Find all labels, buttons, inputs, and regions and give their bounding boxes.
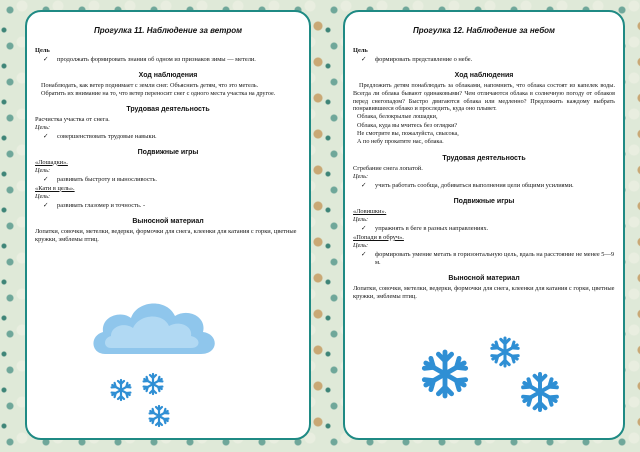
games-heading: Подвижные игры [137,148,199,156]
snowflake-icon [112,380,131,400]
check-icon: ✓ [43,132,49,140]
labor-text: Сгребание снега лопатой. [353,164,423,172]
game-goal-item: ✓ формировать умение метать в горизонтальную цель, вдаль на расстояние не менее 5—9 м. [361,250,615,266]
check-icon: ✓ [361,224,367,232]
game-goal-label: Цель: [353,215,369,223]
page-title: Прогулка 12. Наблюдение за небом [413,26,555,35]
game-goal-label: Цель: [35,166,51,174]
game-goal-item: ✓ развивать глазомер и точность. - [43,201,146,209]
labor-goal-label: Цель: [353,172,369,180]
goal-item: ✓ продолжать формировать знания об одном из признаков зимы — метели. [43,56,256,63]
labor-goal-item: ✓ учить работать сообща, добиваться выполнения цели общими усилиями. [361,181,574,189]
goal-label: Цель [35,47,50,54]
poem-line: Облака, белокрылые лошадки, [357,113,438,121]
cloud-snow-illustration [89,294,239,434]
check-icon: ✓ [361,56,367,63]
snowflake-icon [150,406,169,426]
poem-line: А по небу прокатите нас, облака. [357,138,444,146]
snowflake-icon [144,374,163,394]
game-name: «Ловишки». [353,207,387,215]
labor-heading: Трудовая деятельность [442,154,526,162]
check-icon: ✓ [43,175,49,183]
observation-heading: Ход наблюдения [454,72,514,79]
check-icon: ✓ [43,56,49,63]
cloud-icon [93,303,214,354]
game-goal-label: Цель: [35,192,51,200]
snowflake-icon [424,352,465,396]
game-name: «Кати в цель». [35,184,75,192]
labor-heading: Трудовая деятельность [126,105,210,113]
game-goal-label: Цель: [353,241,369,249]
games-heading: Подвижные игры [453,197,515,205]
page-walk-11 [25,10,311,440]
game-name: «Попади в обруч». [353,233,404,241]
labor-text: Расчистка участка от снега. [35,115,110,123]
material-heading: Выносной материал [132,217,204,225]
game-goal-item: ✓ развивать быстроту и выносливость. [43,175,157,183]
page-title: Прогулка 11. Наблюдение за ветром [93,26,243,35]
material-text: Лопатки, совочки, метелки, ведерки, формочки для снега, клеенки для катания с горки, цветные кружки, эмблемы птиц. [35,227,297,243]
material-text: Лопатки, совочки, метелки, ведерки, формочки для снега, клеенки для катания с горки, цветные кружки, эмблемы птиц. [353,284,615,300]
page-walk-12 [343,10,625,440]
game-name: «Лошадки». [35,158,68,166]
check-icon: ✓ [361,250,367,258]
snowflakes-illustration [385,330,585,430]
check-icon: ✓ [43,201,49,209]
observation-text: Предложить детям понаблюдать за облаками, напомнить, что облака состоят из капелек воды. Всегда ли облака бывают одинаковыми? Чем отличаются облака в солнечную погоду от облаков перед снегопадом? Быстро двигаются облака или медленно? Предложить каждому выбрать понравившееся облако и проследить, куда оно плывет. [353,82,615,113]
observation-text: Понаблюдать, как ветер поднимает с земли снег. Объяснить детям, что это метель. [41,82,259,89]
goal-label: Цель [353,47,368,54]
poem-line: Не смотрите вы, пожалуйста, свысока, [357,130,459,137]
labor-goal-label: Цель: [35,123,51,131]
snowflake-icon [492,338,518,366]
check-icon: ✓ [361,181,367,189]
game-goal-item: ✓ упражнять в беге в разных направлениях. [361,224,489,232]
snowflake-icon [523,374,557,410]
material-heading: Выносной материал [448,274,520,282]
observation-heading: Ход наблюдения [138,72,198,79]
labor-goal-item: ✓ совершенствовать трудовые навыки. [43,132,157,140]
observation-text: Обратить их внимание на то, что ветер переносит снег с одного места участка на другое. [41,89,276,97]
poem-line: Облака, куда вы мчитесь без оглядки? [357,121,458,129]
goal-item: ✓ формировать представление о небе. [361,56,473,63]
